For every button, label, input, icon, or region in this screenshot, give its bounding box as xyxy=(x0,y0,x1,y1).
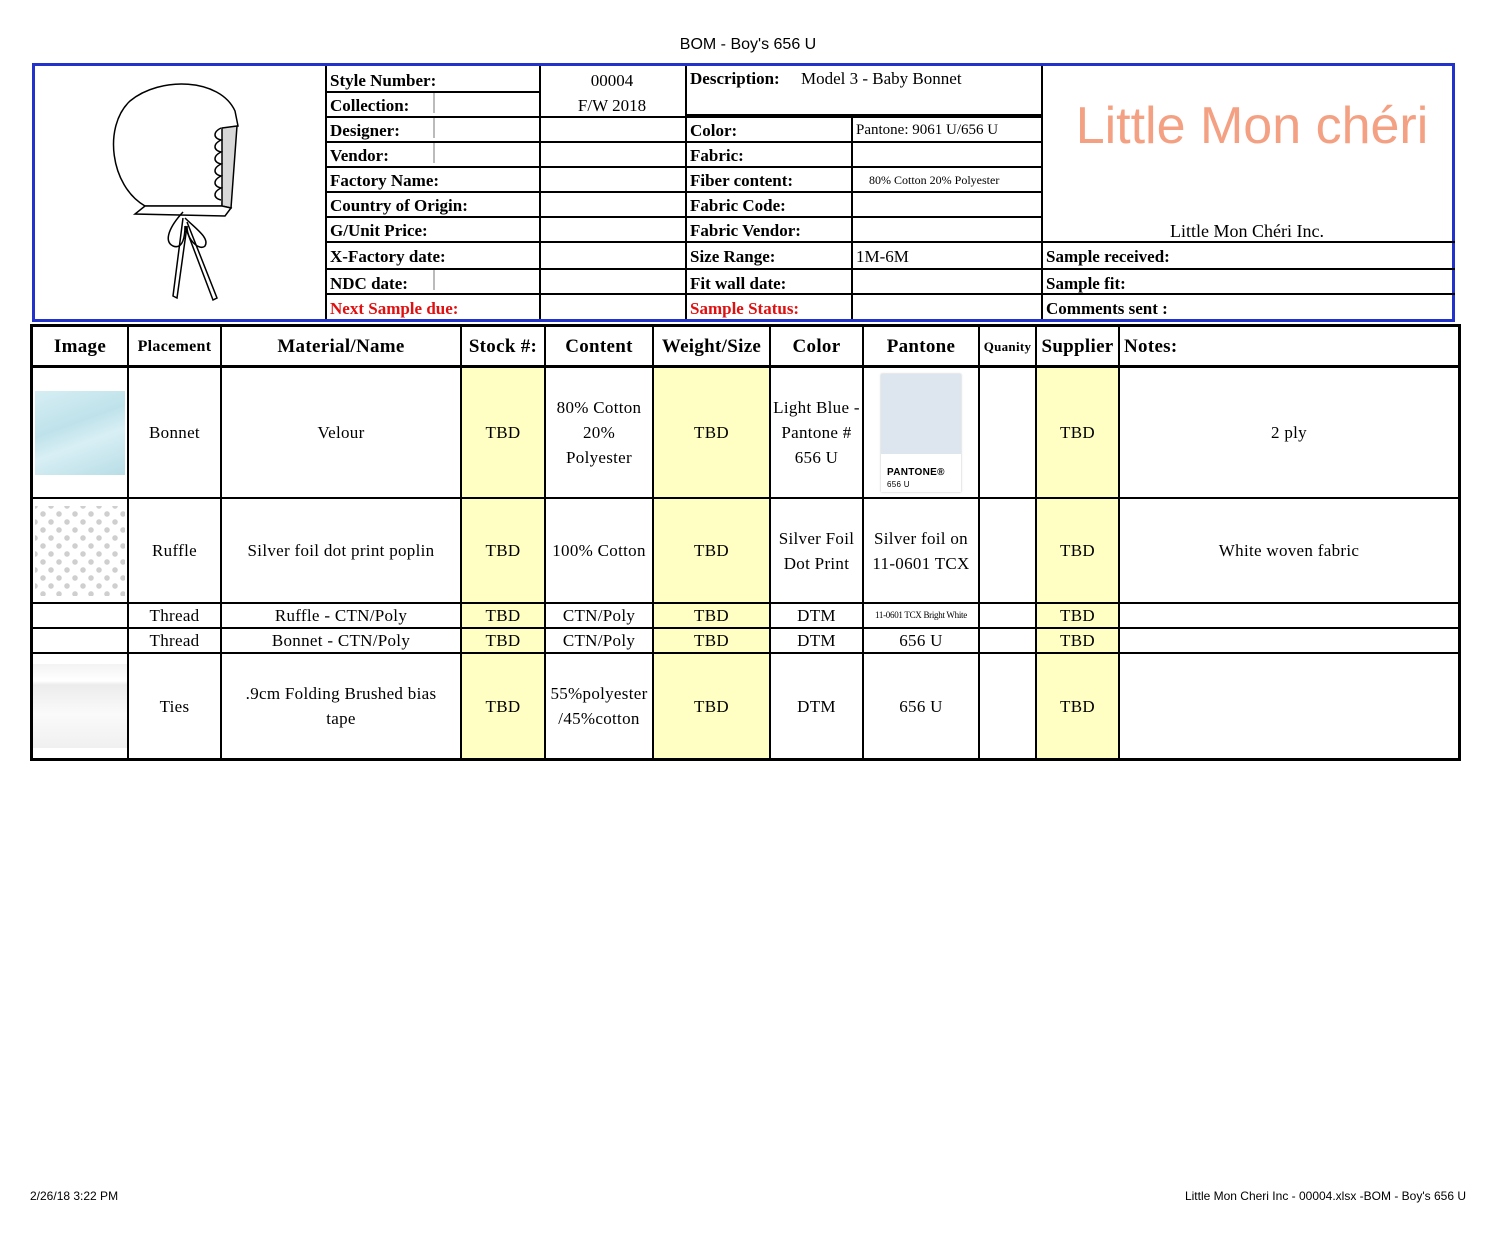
row5-placement: Ties xyxy=(129,654,222,758)
brand-logo: Little Mon chéri xyxy=(1075,97,1429,155)
row5-pantone: 656 U xyxy=(864,654,980,758)
brand-company: Little Mon Chéri Inc. xyxy=(1170,221,1324,241)
bom-table xyxy=(30,324,1461,761)
row2-supplier: TBD xyxy=(1037,499,1120,604)
row5-image xyxy=(33,654,129,758)
description-label: Description: xyxy=(690,69,780,88)
row1-color: Light Blue - Pantone # 656 U xyxy=(771,368,864,499)
fabric-code-label: Fabric Code: xyxy=(690,196,786,215)
col-header-placement: Placement xyxy=(129,327,222,368)
row2-placement: Ruffle xyxy=(129,499,222,604)
style-number-label: Style Number: xyxy=(330,71,437,90)
row2-quantity xyxy=(980,499,1037,604)
row4-quantity xyxy=(980,629,1037,654)
next-sample-due-label: Next Sample due: xyxy=(330,299,459,318)
row1-weight: TBD xyxy=(654,368,771,499)
row1-content: 80% Cotton 20% Polyester xyxy=(546,368,654,499)
row2-material: Silver foil dot print poplin xyxy=(222,499,462,604)
collection-label: Collection: xyxy=(330,96,410,115)
row3-quantity xyxy=(980,604,1037,629)
unit-price-label: G/Unit Price: xyxy=(330,221,428,240)
row5-material: .9cm Folding Brushed bias tape xyxy=(222,654,462,758)
row4-supplier: TBD xyxy=(1037,629,1120,654)
footer-timestamp: 2/26/18 3:22 PM xyxy=(30,1189,119,1203)
sample-status-label: Sample Status: xyxy=(690,299,800,318)
collection-value: F/W 2018 xyxy=(577,96,647,115)
row5-notes xyxy=(1120,654,1458,758)
row3-material: Ruffle - CTN/Poly xyxy=(222,604,462,629)
row3-weight: TBD xyxy=(654,604,771,629)
col-header-supplier: Supplier xyxy=(1037,327,1120,368)
row1-stock: TBD xyxy=(462,368,546,499)
col-header-image: Image xyxy=(33,327,129,368)
color-label: Color: xyxy=(690,121,738,140)
row4-notes xyxy=(1120,629,1458,654)
sample-fit-label: Sample fit: xyxy=(1046,274,1126,293)
fabric-label: Fabric: xyxy=(690,146,744,165)
row5-color: DTM xyxy=(771,654,864,758)
row3-image xyxy=(33,604,129,629)
color-value: Pantone: 9061 U/656 U xyxy=(856,122,999,138)
comments-sent-label: Comments sent : xyxy=(1046,299,1168,318)
row5-supplier: TBD xyxy=(1037,654,1120,758)
row5-quantity xyxy=(980,654,1037,758)
row3-pantone: 11-0601 TCX Bright White xyxy=(864,604,980,629)
row1-supplier: TBD xyxy=(1037,368,1120,499)
row5-content: 55%polyester /45%cotton xyxy=(546,654,654,758)
row2-weight: TBD xyxy=(654,499,771,604)
pantone-chip-code: 656 U xyxy=(887,479,910,489)
row2-image xyxy=(33,499,129,604)
fit-wall-date-label: Fit wall date: xyxy=(690,274,787,293)
col-header-material: Material/Name xyxy=(222,327,462,368)
col-header-notes: Notes: xyxy=(1120,327,1458,368)
row4-content: CTN/Poly xyxy=(546,629,654,654)
size-range-label: Size Range: xyxy=(690,247,776,266)
row2-stock: TBD xyxy=(462,499,546,604)
row3-notes xyxy=(1120,604,1458,629)
row3-supplier: TBD xyxy=(1037,604,1120,629)
factory-name-label: Factory Name: xyxy=(330,171,440,190)
row3-color: DTM xyxy=(771,604,864,629)
bonnet-sketch xyxy=(35,66,325,319)
row4-pantone: 656 U xyxy=(864,629,980,654)
style-number-value: 00004 xyxy=(590,71,634,90)
row2-content: 100% Cotton xyxy=(546,499,654,604)
designer-label: Designer: xyxy=(330,121,400,140)
row4-placement: Thread xyxy=(129,629,222,654)
dot-print-swatch-icon xyxy=(35,506,125,596)
sample-received-label: Sample received: xyxy=(1046,247,1170,266)
footer-file-info: Little Mon Cheri Inc - 00004.xlsx -BOM - Boy's 656 U xyxy=(1184,1189,1466,1203)
description-value: Model 3 - Baby Bonnet xyxy=(801,69,962,88)
row4-stock: TBD xyxy=(462,629,546,654)
row3-content: CTN/Poly xyxy=(546,604,654,629)
col-header-weight: Weight/Size xyxy=(654,327,771,368)
row4-material: Bonnet - CTN/Poly xyxy=(222,629,462,654)
pantone-chip-color xyxy=(881,374,961,454)
row1-material: Velour xyxy=(222,368,462,499)
bias-tape-swatch-icon xyxy=(33,664,127,748)
row1-quantity xyxy=(980,368,1037,499)
x-factory-date-label: X-Factory date: xyxy=(330,247,446,266)
header-block xyxy=(32,63,1455,322)
row3-stock: TBD xyxy=(462,604,546,629)
country-of-origin-label: Country of Origin: xyxy=(330,196,468,215)
fabric-vendor-label: Fabric Vendor: xyxy=(690,221,801,240)
row1-placement: Bonnet xyxy=(129,368,222,499)
pantone-chip xyxy=(881,374,961,492)
row5-stock: TBD xyxy=(462,654,546,758)
velour-swatch-icon xyxy=(35,391,125,475)
fiber-content-label: Fiber content: xyxy=(690,171,794,190)
size-range-value: 1M-6M xyxy=(856,247,909,266)
pantone-chip-brand: PANTONE® xyxy=(887,466,945,478)
ndc-date-label: NDC date: xyxy=(330,274,408,293)
bonnet-sketch-icon xyxy=(35,66,325,319)
row1-pantone xyxy=(864,368,980,499)
row4-image xyxy=(33,629,129,654)
row4-weight: TBD xyxy=(654,629,771,654)
row5-weight: TBD xyxy=(654,654,771,758)
row3-placement: Thread xyxy=(129,604,222,629)
row2-color: Silver Foil Dot Print xyxy=(771,499,864,604)
row2-notes: White woven fabric xyxy=(1120,499,1458,604)
col-header-pantone: Pantone xyxy=(864,327,980,368)
row1-notes: 2 ply xyxy=(1120,368,1458,499)
row2-pantone: Silver foil on 11-0601 TCX xyxy=(864,499,980,604)
row1-image xyxy=(33,368,129,499)
row4-color: DTM xyxy=(771,629,864,654)
col-header-color: Color xyxy=(771,327,864,368)
page-title: BOM - Boy's 656 U xyxy=(679,36,817,53)
col-header-stock: Stock #: xyxy=(462,327,546,368)
vendor-label: Vendor: xyxy=(330,146,389,165)
fiber-content-value: 80% Cotton 20% Polyester xyxy=(869,173,1000,187)
col-header-quantity: Quanity xyxy=(980,327,1037,368)
col-header-content: Content xyxy=(546,327,654,368)
